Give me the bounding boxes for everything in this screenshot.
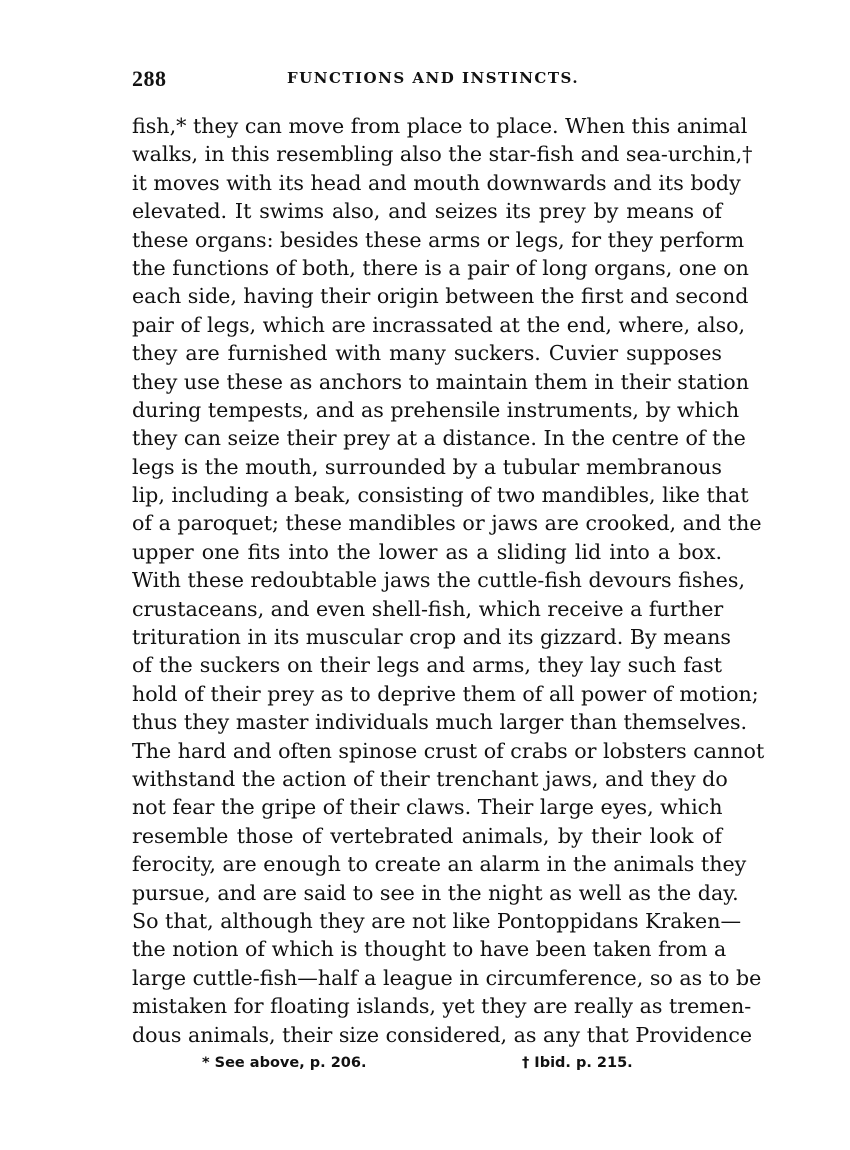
- text-line: ferocity, are enough to create an alarm in the animals they: [132, 852, 747, 877]
- text-line: So that, although they are not like Pontoppidans Kraken—: [132, 908, 742, 933]
- text-line: mistaken for floating islands, yet they are really as tremen-: [132, 994, 752, 1019]
- text-line: of the suckers on their legs and arms, they lay such fast: [132, 653, 722, 678]
- text-line: lip, including a beak, consisting of two mandibles, like that: [132, 483, 749, 508]
- page-header: [132, 66, 718, 90]
- text-line: during tempests, and as prehensile instruments, by which: [132, 397, 740, 422]
- text-line: large cuttle-fish—half a league in circumference, so as to be: [132, 965, 762, 990]
- text-line: the functions of both, there is a pair of long organs, one on: [132, 255, 749, 280]
- text-line: they are furnished with many suckers. Cuvier supposes: [132, 341, 722, 366]
- text-line: pursue, and are said to see in the night as well as the day.: [132, 880, 739, 905]
- footnote-2: † Ibid. p. 215.: [522, 1055, 633, 1071]
- text-line: The hard and often spinose crust of crabs or lobsters cannot: [132, 738, 765, 763]
- text-line: walks, in this resembling also the star-fish and sea-urchin,†: [132, 142, 753, 167]
- text-line: hold of their prey as to deprive them of all power of motion;: [132, 681, 759, 706]
- running-head: FUNCTIONS AND INSTINCTS.: [287, 69, 580, 87]
- text-line: dous animals, their size considered, as any that Providence: [132, 1022, 753, 1047]
- text-line: it moves with its head and mouth downwards and its body: [132, 170, 741, 195]
- text-line: each side, having their origin between the first and second: [132, 284, 749, 309]
- text-line: these organs: besides these arms or legs, for they perform: [132, 227, 745, 252]
- text-line: upper one fits into the lower as a sliding lid into a box.: [132, 539, 722, 564]
- page-number: 288: [132, 66, 167, 91]
- text-line: they can seize their prey at a distance. In the centre of the: [132, 426, 746, 451]
- text-line: trituration in its muscular crop and its gizzard. By means: [132, 625, 731, 650]
- text-line: of a paroquet; these mandibles or jaws are crooked, and the: [132, 511, 762, 536]
- text-line: fish,* they can move from place to place. When this animal: [132, 114, 748, 138]
- text-line: the notion of which is thought to have been taken from a: [132, 937, 727, 962]
- text-line: crustaceans, and even shell-fish, which receive a further: [132, 596, 724, 621]
- footnotes: [132, 1055, 722, 1075]
- text-line: withstand the action of their trenchant jaws, and they do: [132, 766, 728, 791]
- text-line: not fear the gripe of their claws. Their large eyes, which: [132, 795, 723, 820]
- text-line: pair of legs, which are incrassated at the end, where, also,: [132, 312, 746, 337]
- text-line: With these redoubtable jaws the cuttle-fish devours fishes,: [132, 568, 745, 593]
- footnote-1: * See above, p. 206.: [202, 1055, 367, 1071]
- text-line: elevated. It swims also, and seizes its prey by means of: [132, 199, 722, 224]
- text-line: thus they master individuals much larger than themselves.: [132, 710, 748, 735]
- text-line: resemble those of vertebrated animals, by their look of: [132, 823, 722, 848]
- text-line: they use these as anchors to maintain them in their station: [132, 369, 749, 394]
- text-line: legs is the mouth, surrounded by a tubular membranous: [132, 454, 722, 479]
- body-text: [132, 112, 765, 1049]
